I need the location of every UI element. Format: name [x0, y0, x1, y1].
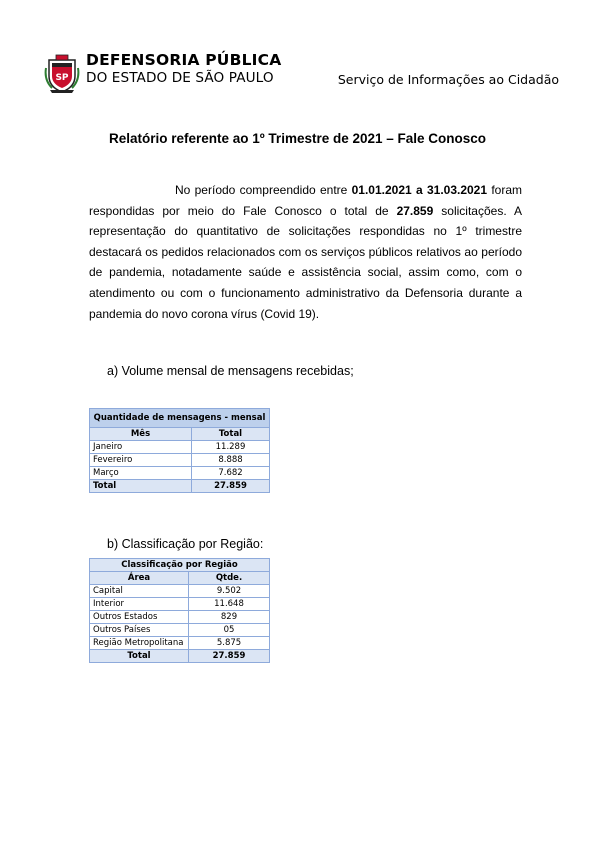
region-name: Região Metropolitana: [90, 637, 189, 650]
org-name: [86, 53, 281, 85]
table-row: [90, 585, 270, 598]
total-requests: 27.859: [396, 203, 434, 218]
org-name-line1: DEFENSORIA PÚBLICA: [86, 51, 282, 69]
region-value: 05: [189, 624, 270, 637]
monthly-messages-table: [89, 408, 270, 493]
table-row: [90, 454, 270, 467]
date-end: 31.03.2021: [426, 183, 488, 197]
month-value: 7.682: [192, 467, 270, 480]
month-name: Março: [90, 467, 192, 480]
total-value: 27.859: [192, 480, 270, 493]
region-value: 9.502: [189, 585, 270, 598]
table-row: [90, 467, 270, 480]
month-name: Fevereiro: [90, 454, 192, 467]
region-name: Outros Países: [90, 624, 189, 637]
region-col-area: Área: [90, 572, 189, 585]
total-label: Total: [90, 480, 192, 493]
monthly-col-month: Mês: [90, 428, 192, 441]
para-text-4: solicitações. A representação do quantitativo de solicitações respondidas no 1º trimestre destacará os pedidos relacionados com os serviços públicos relativos ao período de pandemia, notadamente saúde e assistência social, assim como, com o atendimento ou com o funcionamento administrativo da Defensoria durante a pandemia do novo corona vírus (Covid 19).: [89, 203, 523, 321]
region-value: 11.648: [189, 598, 270, 611]
monthly-table-title: Quantidade de mensagens - mensal: [90, 409, 270, 428]
month-value: 11.289: [192, 441, 270, 454]
para-text-1: No período compreendido entre: [175, 183, 352, 197]
month-name: Janeiro: [90, 441, 192, 454]
date-start: 01.01.2021: [351, 183, 412, 197]
region-col-qty: Qtde.: [189, 572, 270, 585]
region-name: Interior: [90, 598, 189, 611]
service-name: Serviço de Informações ao Cidadão: [337, 72, 559, 87]
table-row: [90, 598, 270, 611]
section-b-label: b) Classificação por Região:: [107, 537, 264, 551]
total-row: [90, 650, 270, 663]
region-name: Outros Estados: [90, 611, 189, 624]
intro-paragraph: [89, 180, 522, 324]
logo-letters: SP: [55, 73, 69, 83]
para-text-2: a: [411, 183, 427, 197]
table-row: [90, 637, 270, 650]
month-value: 8.888: [192, 454, 270, 467]
table-row: [90, 624, 270, 637]
monthly-col-total: Total: [192, 428, 270, 441]
para-text-3: foram respondidas por meio do Fale Conosco o total de: [89, 183, 523, 218]
region-value: 5.875: [189, 637, 270, 650]
region-table-title: Classificação por Região: [90, 559, 270, 572]
section-a-label: a) Volume mensal de mensagens recebidas;: [107, 364, 354, 378]
table-row: [90, 611, 270, 624]
table-row: [90, 441, 270, 454]
total-row: [90, 480, 270, 493]
document-title: Relatório referente ao 1º Trimestre de 2021 – Fale Conosco: [108, 131, 487, 146]
total-value: 27.859: [189, 650, 270, 663]
coat-of-arms-logo: [44, 54, 80, 94]
region-table: [89, 558, 270, 663]
region-name: Capital: [90, 585, 189, 598]
org-name-line2: DO ESTADO DE SÃO PAULO: [86, 69, 274, 86]
region-value: 829: [189, 611, 270, 624]
total-label: Total: [90, 650, 189, 663]
